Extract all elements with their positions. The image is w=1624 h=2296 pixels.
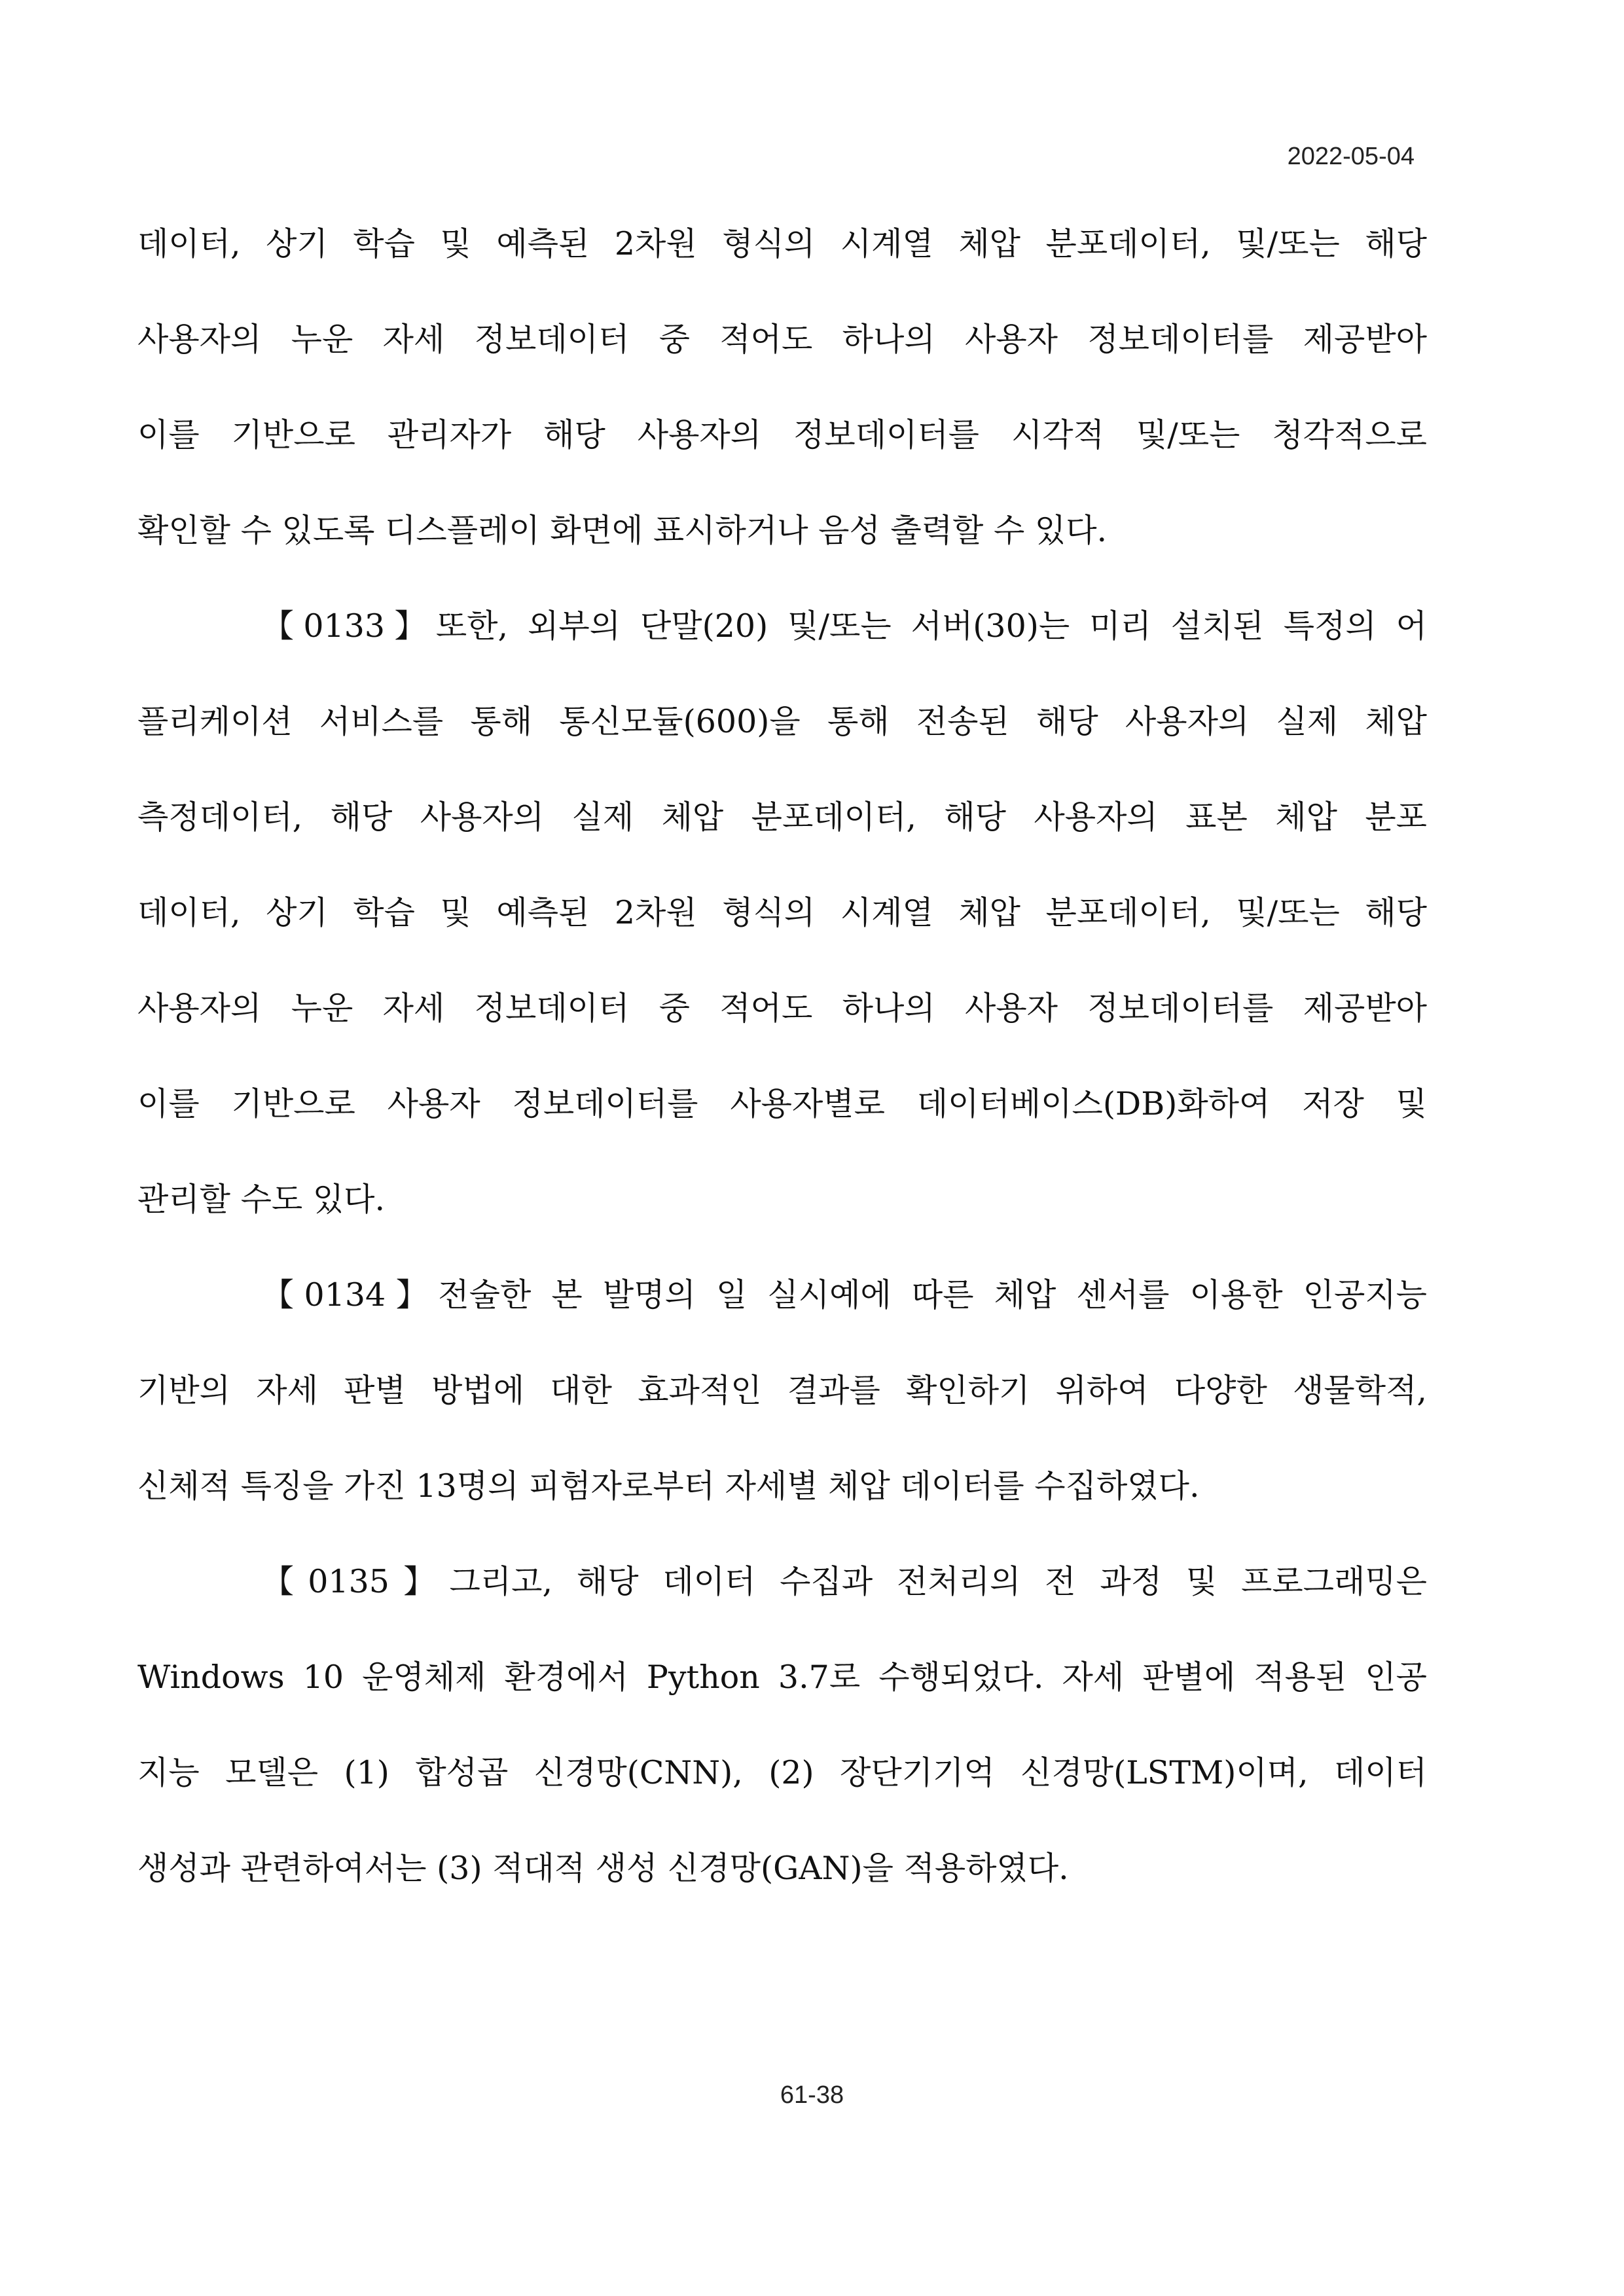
document-body — [137, 196, 1427, 1916]
paragraph-0133 — [137, 579, 1427, 1247]
text-line: 확인할 수 있도록 디스플레이 화면에 표시하거나 음성 출력할 수 있다. — [137, 512, 1108, 549]
text-line: 【0134】전술한 본 발명의 일 실시예에 따른 체압 센서를 이용한 인공지능 — [262, 1276, 1427, 1314]
page-number: 61-38 — [780, 2081, 844, 2109]
text-line: 측정데이터, 해당 사용자의 실제 체압 분포데이터, 해당 사용자의 표본 체압 분포 — [137, 798, 1427, 836]
paragraph-continuation — [137, 196, 1427, 579]
text-line: 사용자의 누운 자세 정보데이터 중 적어도 하나의 사용자 정보데이터를 제공받아 — [137, 321, 1427, 358]
text-line: 지능 모델은 (1) 합성곱 신경망(CNN), (2) 장단기기억 신경망(LSTM)이며, 데이터 — [137, 1754, 1427, 1791]
paragraph-0135 — [137, 1534, 1427, 1916]
paragraph-0134 — [137, 1247, 1427, 1534]
text-line: 관리할 수도 있다. — [137, 1181, 386, 1218]
text-line: Windows 10 운영체제 환경에서 Python 3.7로 수행되었다. 자세 판별에 적용된 인공 — [137, 1659, 1427, 1696]
text-line: 기반의 자세 판별 방법에 대한 효과적인 결과를 확인하기 위하여 다양한 생물학적, — [137, 1372, 1427, 1409]
text-line: 이를 기반으로 사용자 정보데이터를 사용자별로 데이터베이스(DB)화하여 저장 및 — [137, 1085, 1427, 1122]
text-line: 사용자의 누운 자세 정보데이터 중 적어도 하나의 사용자 정보데이터를 제공받아 — [137, 990, 1427, 1027]
text-line: 【0133】또한, 외부의 단말(20) 및/또는 서버(30)는 미리 설치된 특정의 어 — [262, 607, 1427, 645]
text-line: 플리케이션 서비스를 통해 통신모듈(600)을 통해 전송된 해당 사용자의 실제 체압 — [137, 703, 1427, 740]
document-date: 2022-05-04 — [1287, 143, 1415, 170]
text-line: 데이터, 상기 학습 및 예측된 2차원 형식의 시계열 체압 분포데이터, 및/또는 해당 — [137, 225, 1427, 262]
text-line: 데이터, 상기 학습 및 예측된 2차원 형식의 시계열 체압 분포데이터, 및/또는 해당 — [137, 894, 1427, 931]
text-line: 신체적 특징을 가진 13명의 피험자로부터 자세별 체압 데이터를 수집하였다. — [137, 1467, 1200, 1505]
text-line: 【0135】그리고, 해당 데이터 수집과 전처리의 전 과정 및 프로그래밍은 — [262, 1563, 1427, 1600]
text-line: 생성과 관련하여서는 (3) 적대적 생성 신경망(GAN)을 적용하였다. — [137, 1850, 1069, 1887]
text-line: 이를 기반으로 관리자가 해당 사용자의 정보데이터를 시각적 및/또는 청각적으로 — [137, 416, 1427, 454]
